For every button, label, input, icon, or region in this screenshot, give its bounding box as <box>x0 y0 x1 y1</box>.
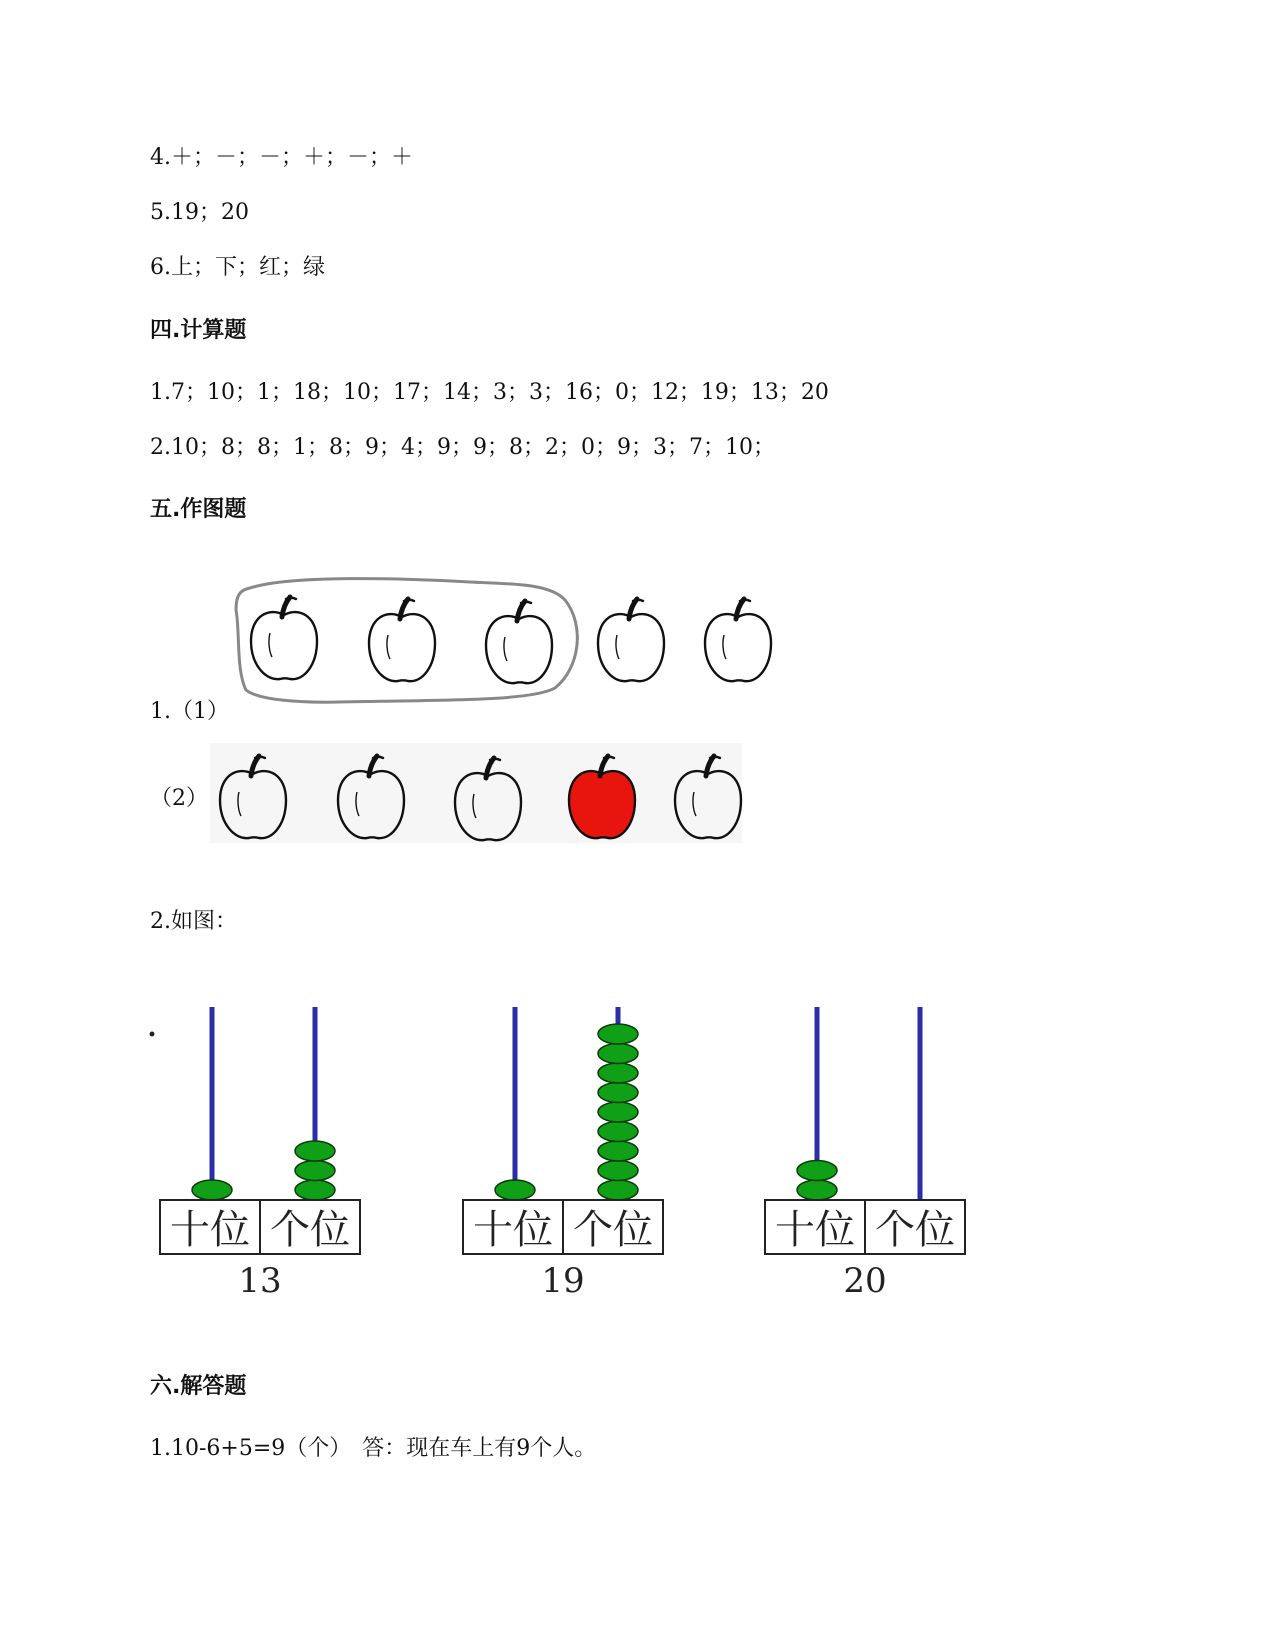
ones-bead <box>598 1102 638 1122</box>
abacus-2 <box>463 1007 663 1301</box>
answer-6-1: 1.10-6+5=9（个） 答：现在车上有9个人。 <box>150 1436 597 1461</box>
ones-bead <box>598 1180 638 1200</box>
answer-5-1-label: 1.（1） <box>150 699 229 724</box>
answer-5-2-label: 2.如图： <box>150 909 237 934</box>
tens-bead <box>797 1180 837 1200</box>
tens-bead <box>797 1161 837 1181</box>
abacus-3 <box>765 1007 965 1301</box>
ones-bead <box>598 1044 638 1064</box>
abacus-number: 13 <box>238 1261 282 1301</box>
abacus-number: 19 <box>541 1261 585 1301</box>
tens-label: 十位 <box>473 1207 553 1253</box>
ones-label: 个位 <box>573 1207 653 1253</box>
section-heading-drawing: 五.作图题 <box>150 497 247 522</box>
ones-bead <box>598 1024 638 1044</box>
answer-5-1-part2-label: （2） <box>150 786 208 811</box>
ones-label: 个位 <box>875 1207 955 1253</box>
answer-3-6: 6.上；下；红；绿 <box>150 255 325 280</box>
ones-bead <box>598 1141 638 1161</box>
section-heading-calculation: 四.计算题 <box>150 318 247 343</box>
section-heading-word-problems: 六.解答题 <box>150 1374 247 1399</box>
abacus-1 <box>160 1007 360 1301</box>
answer-3-5: 5.19；20 <box>150 200 249 225</box>
ones-bead <box>295 1180 335 1200</box>
answer-4-1: 1.7；10；1；18；10；17；14；3；3；16；0；12；19；13；20 <box>150 380 829 405</box>
ones-bead <box>598 1063 638 1083</box>
ones-bead <box>295 1161 335 1181</box>
answer-3-4: 4.＋；－；－；＋；－；＋ <box>150 145 413 170</box>
tens-label: 十位 <box>170 1207 250 1253</box>
ones-bead <box>598 1122 638 1142</box>
ones-bead <box>295 1141 335 1161</box>
stray-dot <box>150 1032 155 1037</box>
tens-label: 十位 <box>775 1207 855 1253</box>
ones-bead <box>598 1083 638 1103</box>
ones-label: 个位 <box>270 1207 350 1253</box>
ones-bead <box>598 1161 638 1181</box>
answer-4-2: 2.10；8；8；1；8；9；4；9；9；8；2；0；9；3；7；10； <box>150 435 775 460</box>
tens-bead <box>192 1180 232 1200</box>
tens-bead <box>495 1180 535 1200</box>
abacus-number: 20 <box>843 1261 887 1301</box>
